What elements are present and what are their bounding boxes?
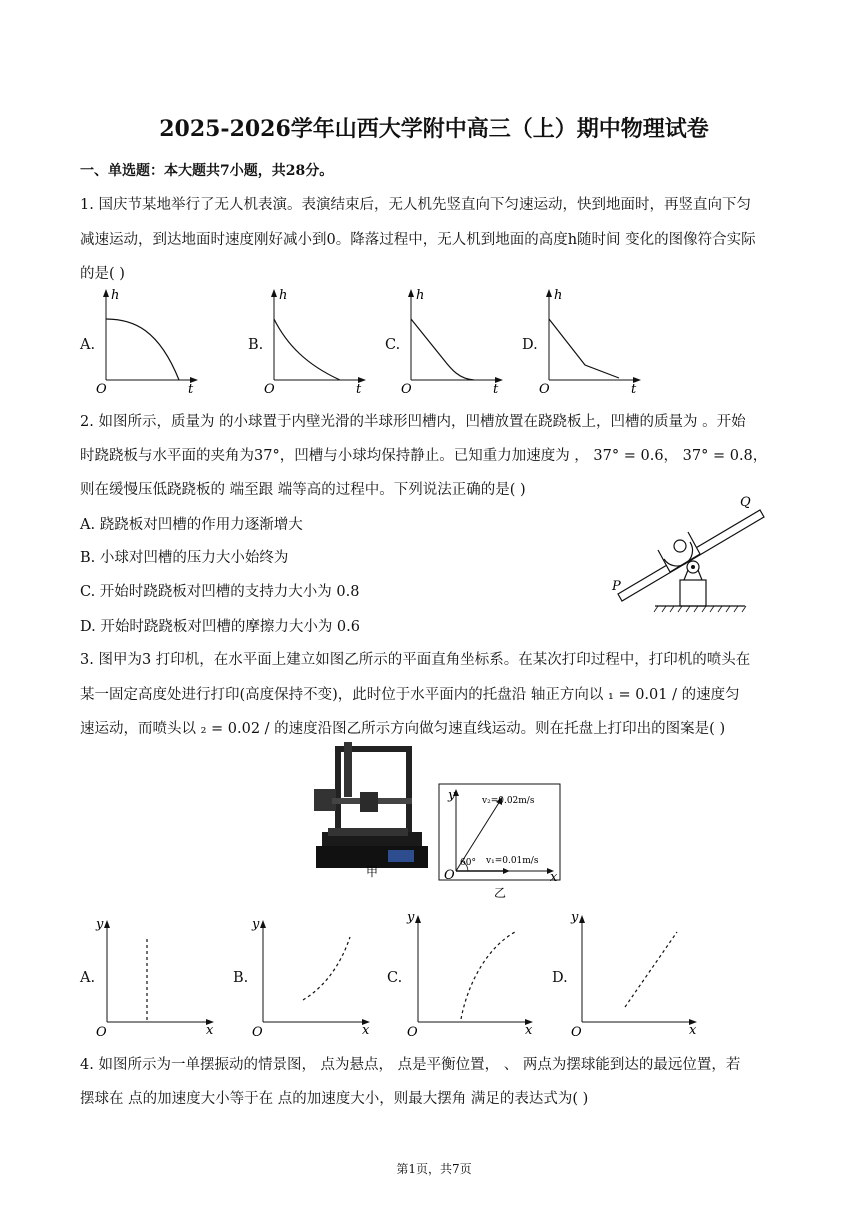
- q1-c-axis-y: h: [416, 288, 425, 303]
- q3-printer-photo: [302, 742, 432, 882]
- q3-option-b-label: B.: [233, 970, 249, 986]
- q2-option-b: B. 小球对凹槽的压力大小始终为: [80, 550, 289, 566]
- q1-graph-c: [399, 285, 509, 395]
- q1-option-a-label: A.: [80, 337, 96, 353]
- q1-b-axis-y: h: [279, 288, 288, 303]
- q1-option-c-label: C.: [385, 337, 401, 353]
- q2-label-q: Q: [740, 495, 751, 510]
- q1-graph-b: [262, 285, 372, 395]
- q1-d-origin: O: [539, 382, 550, 395]
- q1-option-d-label: D.: [522, 337, 538, 353]
- q3-fig-b-v1: v₁=0.01m/s: [486, 856, 539, 866]
- q2-seesaw-figure: [610, 490, 780, 615]
- q1-a-origin: O: [96, 382, 107, 395]
- q1-c-axis-x: t: [493, 382, 499, 395]
- q3-coordinate-figure: [438, 783, 563, 901]
- q1-b-origin: O: [264, 382, 275, 395]
- q1-line-2: 减速运动，到达地面时速度刚好减小到0。降落过程中，无人机到地面的高度h随时间 变化的图像符合实际: [80, 232, 756, 248]
- page-footer: 第1页，共7页: [396, 1162, 472, 1176]
- q2-option-c: C. 开始时跷跷板对凹槽的支持力大小为 0.8: [80, 584, 360, 600]
- q3-fig-a-caption: 甲: [365, 865, 379, 879]
- q2-line-1: 2. 如图所示，质量为 的小球置于内壁光滑的半球形凹槽内，凹槽放置在跷跷板上，凹槽的质量为 。开始: [80, 414, 746, 430]
- q2-line-3: 则在缓慢压低跷跷板的 端至跟 端等高的过程中。下列说法正确的是( ): [80, 482, 526, 498]
- q3-graph-a: [92, 912, 222, 1037]
- q2-line-2: 时跷跷板与水平面的夹角为37°，凹槽与小球均保持静止。已知重力加速度为 ， 37° = 0.6， 37° = 0.8，: [80, 448, 768, 464]
- q1-a-axis-x: t: [188, 382, 194, 395]
- q3-a-axis-y: y: [96, 917, 104, 932]
- q3-option-a-label: A.: [80, 970, 96, 986]
- q3-line-2: 某一固定高度处进行打印(高度保持不变)，此时位于水平面内的托盘沿 轴正方向以 ₁ = 0.01 / 的速度匀: [80, 687, 740, 703]
- page-title: 2025-2026学年山西大学附中高三（上）期中物理试卷: [159, 116, 709, 142]
- q3-fig-b-o: O: [444, 868, 455, 883]
- q3-b-axis-y: y: [252, 917, 260, 932]
- q3-d-axis-x: x: [689, 1023, 697, 1037]
- q3-fig-b-v2: v₂=0.02m/s: [482, 796, 535, 806]
- q2-option-a: A. 跷跷板对凹槽的作用力逐渐增大: [80, 517, 303, 533]
- q1-b-axis-x: t: [356, 382, 362, 395]
- section-heading: 一、单选题：本大题共7小题，共28分。: [80, 163, 334, 179]
- q1-graph-a: [94, 285, 204, 395]
- q3-fig-b-angle: 60°: [460, 858, 476, 868]
- q1-c-origin: O: [401, 382, 412, 395]
- q3-option-c-label: C.: [387, 970, 403, 986]
- q1-d-axis-x: t: [631, 382, 637, 395]
- q3-line-3: 速运动，而喷头以 ₂ = 0.02 / 的速度沿图乙所示方向做匀速直线运动。则在托盘上打印出的图案是( ): [80, 721, 726, 737]
- q2-option-d: D. 开始时跷跷板对凹槽的摩擦力大小为 0.6: [80, 619, 360, 635]
- q3-fig-b-caption: 乙: [493, 886, 507, 900]
- q1-option-b-label: B.: [248, 337, 264, 353]
- q3-graph-b: [248, 912, 378, 1037]
- q3-c-origin: O: [407, 1025, 418, 1037]
- q3-c-axis-y: y: [407, 910, 415, 925]
- q4-line-2: 摆球在 点的加速度大小等于在 点的加速度大小，则最大摆角 满足的表达式为( ): [80, 1091, 589, 1107]
- q3-b-axis-x: x: [362, 1023, 370, 1037]
- q3-line-1: 3. 图甲为3 打印机，在水平面上建立如图乙所示的平面直角坐标系。在某次打印过程中，打印机的喷头在: [80, 652, 751, 668]
- q1-graph-d: [537, 285, 647, 395]
- q3-d-origin: O: [571, 1025, 582, 1037]
- q4-line-1: 4. 如图所示为一单摆振动的情景图， 点为悬点， 点是平衡位置， 、 两点为摆球能到达的最远位置，若: [80, 1057, 741, 1073]
- q3-a-axis-x: x: [206, 1023, 214, 1037]
- q3-option-d-label: D.: [552, 970, 568, 986]
- q1-a-axis-y: h: [111, 288, 120, 303]
- q3-a-origin: O: [96, 1025, 107, 1037]
- q1-line-3: 的是( ): [80, 266, 125, 282]
- q3-graph-c: [403, 907, 543, 1037]
- q3-c-axis-x: x: [525, 1023, 533, 1037]
- q2-label-p: P: [612, 579, 621, 594]
- q3-fig-b-y: y: [448, 788, 456, 803]
- q3-b-origin: O: [252, 1025, 263, 1037]
- q3-graph-d: [567, 907, 707, 1037]
- q1-d-axis-y: h: [554, 288, 563, 303]
- q3-d-axis-y: y: [571, 910, 579, 925]
- q1-line-1: 1. 国庆节某地举行了无人机表演。表演结束后，无人机先竖直向下匀速运动，快到地面时，再竖直向下匀: [80, 197, 751, 213]
- q3-fig-b-x: x: [550, 870, 558, 885]
